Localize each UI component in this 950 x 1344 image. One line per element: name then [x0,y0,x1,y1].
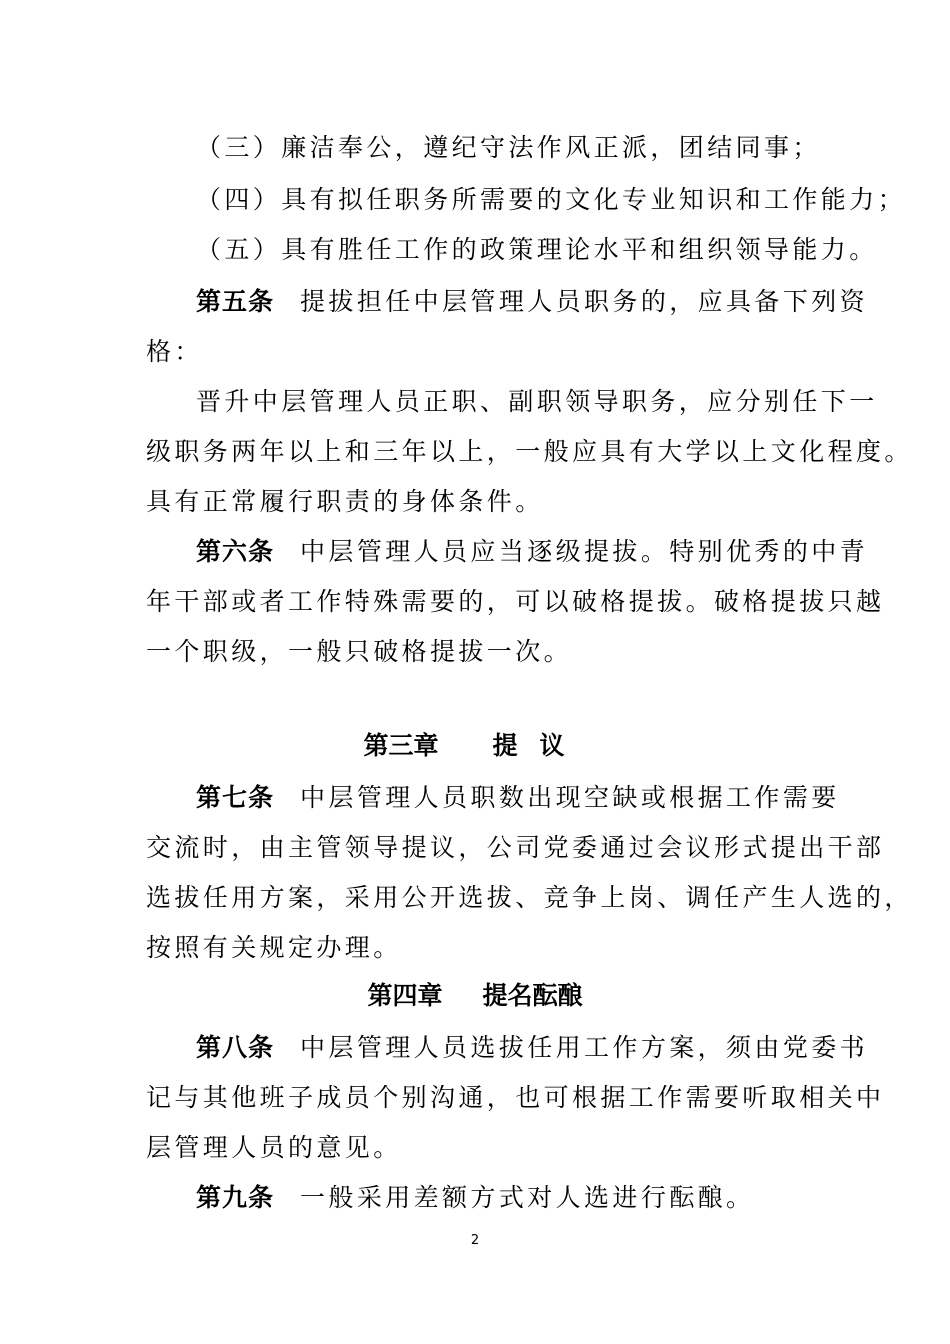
article-7-line-cont [0,878,950,918]
article-7-line-cont [0,828,950,868]
article-7-text-cont: 选拔任用方案，采用公开选拔、竞争上岗、调任产生人选的， [146,883,913,912]
article-8-text: 中层管理人员选拔任用工作方案，须由党委书 [300,1033,869,1062]
list-item-text: （四）具有拟任职务所需要的文化专业知识和工作能力； [196,185,907,214]
chapter-3-number: 第三章 [363,731,439,760]
paragraph-text: 晋升中层管理人员正职、副职领导职务，应分别任下一 [196,387,878,416]
article-7-text: 中层管理人员职数出现空缺或根据工作需要 [300,783,840,812]
list-item-text: （五）具有胜任工作的政策理论水平和组织领导能力。 [196,235,878,264]
paragraph-text: 具有正常履行职责的身体条件。 [146,487,544,516]
article-6-line [0,532,950,572]
article-8-line-cont [0,1128,950,1168]
article-5-line [0,282,950,322]
chapter-4-title: 提名酝酿 [482,981,583,1010]
article-7-label: 第七条 [196,783,275,812]
chapter-4-heading [0,976,950,1016]
list-item-3 [0,128,950,168]
article-8-text-cont: 记与其他班子成员个别沟通，也可根据工作需要听取相关中 [146,1083,885,1112]
article-7-line [0,778,950,818]
chapter-4-number: 第四章 [367,981,443,1010]
chapter-3-heading [0,726,950,766]
article-5-text: 提拔担任中层管理人员职务的，应具备下列资 [300,287,869,316]
article-5-para-line [0,432,950,472]
article-8-line [0,1028,950,1068]
list-item-5 [0,230,950,270]
article-6-text-cont: 年干部或者工作特殊需要的，可以破格提拔。破格提拔只越 [146,587,885,616]
article-9-line [0,1178,950,1218]
article-6-text-cont: 一个职级，一般只破格提拔一次。 [146,637,573,666]
list-item-text: （三）廉洁奉公，遵纪守法作风正派，团结同事； [196,133,821,162]
article-6-line-cont [0,582,950,622]
list-item-4 [0,180,950,220]
article-5-label: 第五条 [196,287,275,316]
paragraph-text: 级职务两年以上和三年以上，一般应具有大学以上文化程度。 [146,437,913,466]
chapter-3-title: 提议 [492,731,587,760]
article-5-line-cont [0,332,950,372]
article-7-text-cont: 按照有关规定办理。 [146,933,402,962]
article-8-label: 第八条 [196,1033,275,1062]
page-number: 2 [470,1233,480,1248]
article-9-text: 一般采用差额方式对人选进行酝酿。 [300,1183,755,1212]
article-9-label: 第九条 [196,1183,275,1212]
article-6-label: 第六条 [196,537,275,566]
article-5-para-line [0,382,950,422]
article-5-para-line [0,482,950,522]
article-8-text-cont: 层管理人员的意见。 [146,1133,402,1162]
article-7-text-cont: 交流时，由主管领导提议，公司党委通过会议形式提出干部 [146,833,885,862]
article-6-text: 中层管理人员应当逐级提拔。特别优秀的中青 [300,537,869,566]
article-7-line-cont [0,928,950,968]
article-5-text-cont: 格： [146,337,203,366]
article-8-line-cont [0,1078,950,1118]
article-6-line-cont [0,632,950,672]
